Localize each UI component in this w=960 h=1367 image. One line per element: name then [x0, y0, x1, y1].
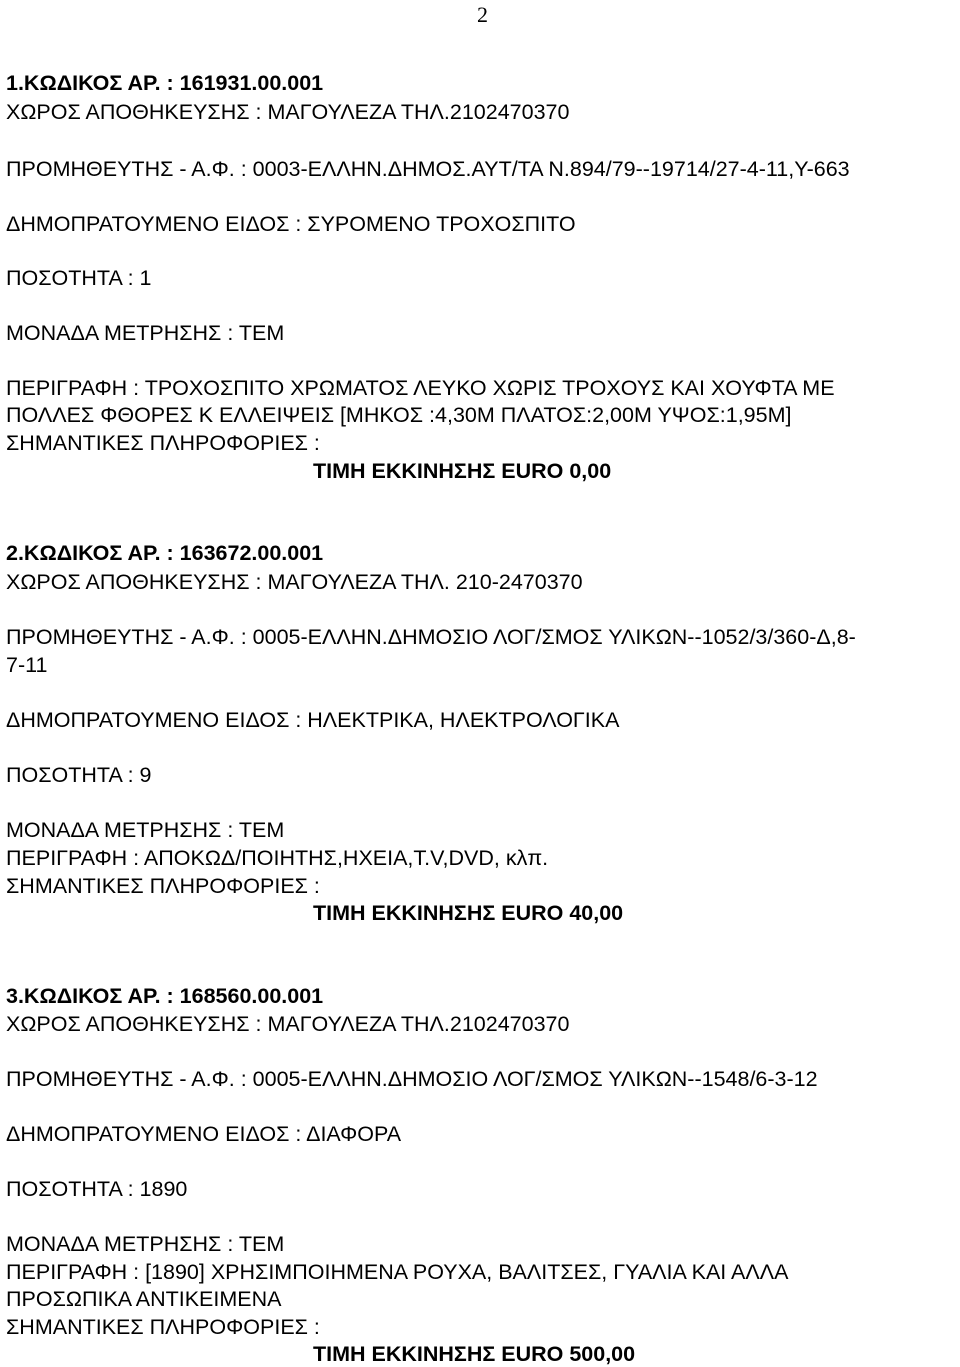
item-3-quantity: ΠΟΣΟΤΗΤΑ : 1890: [6, 1177, 188, 1201]
item-2-supplier-line-2: 7-11: [6, 653, 48, 677]
item-2-supplier-line-1: ΠΡΟΜΗΘΕΥΤΗΣ - Α.Φ. : 0005-ΕΛΛΗΝ.ΔΗΜΟΣΙΟ ΛΟΓ/ΣΜΟΣ ΥΛΙΚΩΝ--1052/3/360-Δ,8-: [6, 625, 856, 649]
item-1-info: ΣΗΜΑΝΤΙΚΕΣ ΠΛΗΡΟΦΟΡΙΕΣ :: [6, 431, 320, 455]
item-1-code: 1.ΚΩΔΙΚΟΣ ΑΡ. : 161931.00.001: [6, 71, 324, 95]
item-1-supplier: ΠΡΟΜΗΘΕΥΤΗΣ - Α.Φ. : 0003-ΕΛΛΗΝ.ΔΗΜΟΣ.ΑΥΤ/ΤΑ Ν.894/79--19714/27-4-11,Υ-663: [6, 157, 850, 181]
item-1-price: ΤΙΜΗ ΕΚΚΙΝΗΣΗΣ EURO 0,00: [313, 459, 612, 483]
item-3-code: 3.ΚΩΔΙΚΟΣ ΑΡ. : 168560.00.001: [6, 984, 324, 1008]
item-3-info: ΣΗΜΑΝΤΙΚΕΣ ΠΛΗΡΟΦΟΡΙΕΣ :: [6, 1315, 320, 1339]
item-2-description: ΠΕΡΙΓΡΑΦΗ : ΑΠΟΚΩΔ/ΠΟΙΗΤΗΣ,ΗΧΕΙΑ,Τ.V,DVD, κλπ.: [6, 846, 549, 870]
item-2-species: ΔΗΜΟΠΡΑΤΟΥΜΕΝΟ ΕΙΔΟΣ : ΗΛΕΚΤΡΙΚΑ, ΗΛΕΚΤΡΟΛΟΓΙΚΑ: [6, 708, 620, 732]
item-2-unit: ΜΟΝΑΔΑ ΜΕΤΡΗΣΗΣ : ΤΕΜ: [6, 818, 285, 842]
item-1-storage: ΧΩΡΟΣ ΑΠΟΘΗΚΕΥΣΗΣ : ΜΑΓΟΥΛΕΖΑ ΤΗΛ.2102470370: [6, 100, 570, 124]
item-3-storage: ΧΩΡΟΣ ΑΠΟΘΗΚΕΥΣΗΣ : ΜΑΓΟΥΛΕΖΑ ΤΗΛ.2102470370: [6, 1012, 570, 1036]
item-3-description-line-2: ΠΡΟΣΩΠΙΚΑ ΑΝΤΙΚΕΙΜΕΝΑ: [6, 1287, 282, 1311]
item-1-unit: ΜΟΝΑΔΑ ΜΕΤΡΗΣΗΣ : ΤΕΜ: [6, 321, 285, 345]
item-3-description-line-1: ΠΕΡΙΓΡΑΦΗ : [1890] ΧΡΗΣΙΜΠΟΙΗΜΕΝΑ ΡΟΥΧΑ, ΒΑΛΙΤΣΕΣ, ΓΥΑΛΙΑ ΚΑΙ ΑΛΛΑ: [6, 1260, 789, 1284]
item-2-info: ΣΗΜΑΝΤΙΚΕΣ ΠΛΗΡΟΦΟΡΙΕΣ :: [6, 874, 320, 898]
item-1-description-line-2: ΠΟΛΛΕΣ ΦΘΟΡΕΣ Κ ΕΛΛΕΙΨΕΙΣ [ΜΗΚΟΣ :4,30Μ ΠΛΑΤΟΣ:2,00Μ ΥΨΟΣ:1,95Μ]: [6, 403, 792, 427]
item-3-species: ΔΗΜΟΠΡΑΤΟΥΜΕΝΟ ΕΙΔΟΣ : ΔΙΑΦΟΡΑ: [6, 1122, 402, 1146]
item-2-storage: ΧΩΡΟΣ ΑΠΟΘΗΚΕΥΣΗΣ : ΜΑΓΟΥΛΕΖΑ ΤΗΛ. 210-2470370: [6, 570, 583, 594]
item-1-description-line-1: ΠΕΡΙΓΡΑΦΗ : ΤΡΟΧΟΣΠΙΤΟ ΧΡΩΜΑΤΟΣ ΛΕΥΚΟ ΧΩΡΙΣ ΤΡΟΧΟΥΣ ΚΑΙ ΧΟΥΦΤΑ ΜΕ: [6, 376, 835, 400]
item-3-unit: ΜΟΝΑΔΑ ΜΕΤΡΗΣΗΣ : ΤΕΜ: [6, 1232, 285, 1256]
item-1-species: ΔΗΜΟΠΡΑΤΟΥΜΕΝΟ ΕΙΔΟΣ : ΣΥΡΟΜΕΝΟ ΤΡΟΧΟΣΠΙΤΟ: [6, 212, 576, 236]
item-3-supplier: ΠΡΟΜΗΘΕΥΤΗΣ - Α.Φ. : 0005-ΕΛΛΗΝ.ΔΗΜΟΣΙΟ ΛΟΓ/ΣΜΟΣ ΥΛΙΚΩΝ--1548/6-3-12: [6, 1067, 818, 1091]
item-1-quantity: ΠΟΣΟΤΗΤΑ : 1: [6, 266, 152, 290]
item-2-quantity: ΠΟΣΟΤΗΤΑ : 9: [6, 763, 152, 787]
item-2-code: 2.ΚΩΔΙΚΟΣ ΑΡ. : 163672.00.001: [6, 541, 324, 565]
item-3-price: ΤΙΜΗ ΕΚΚΙΝΗΣΗΣ EURO 500,00: [313, 1342, 636, 1366]
item-2-price: ΤΙΜΗ ΕΚΚΙΝΗΣΗΣ EURO 40,00: [313, 901, 624, 925]
page-number: 2: [477, 2, 488, 27]
